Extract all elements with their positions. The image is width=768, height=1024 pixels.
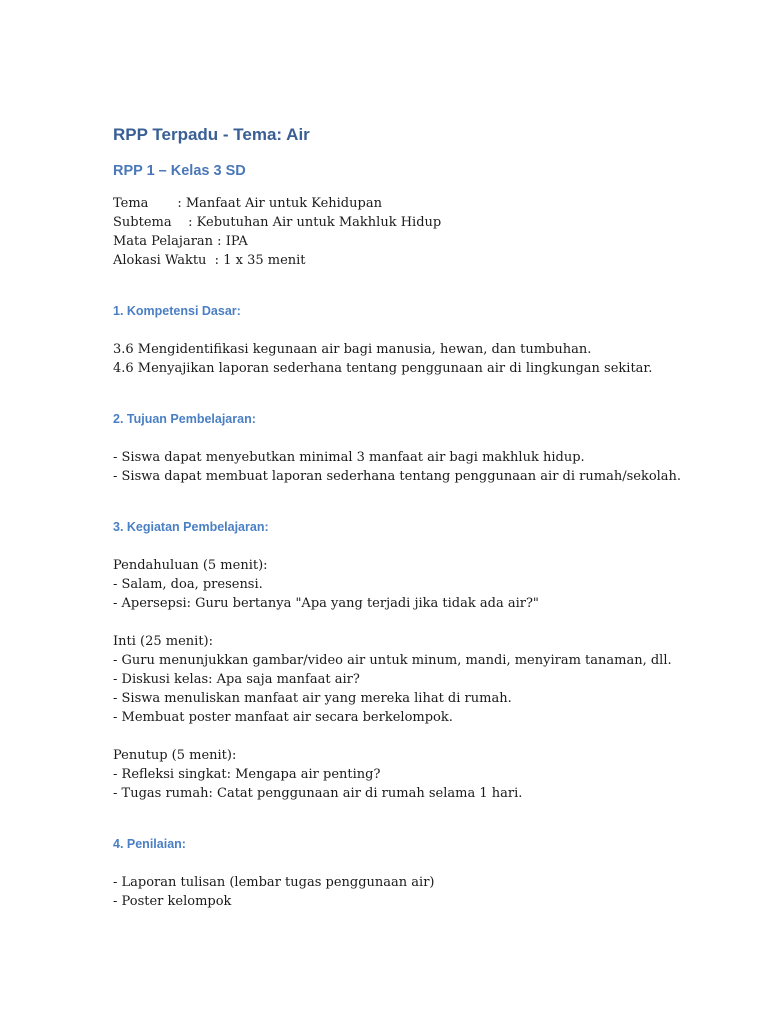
section-body-penilaian	[113, 873, 733, 911]
meta-subtema: Subtema : Kebutuhan Air untuk Makhluk Hidup	[113, 215, 442, 230]
section-body-tujuan	[113, 448, 733, 486]
section-heading-tujuan: 2. Tujuan Pembelajaran:	[113, 412, 256, 426]
list-item: - Poster kelompok	[113, 894, 232, 909]
section-body-kompetensi	[113, 340, 733, 378]
list-item: - Membuat poster manfaat air secara berkelompok.	[113, 710, 453, 725]
block-label-penutup: Penutup (5 menit):	[113, 748, 237, 763]
list-item: - Siswa dapat membuat laporan sederhana tentang penggunaan air di rumah/sekolah.	[113, 469, 682, 484]
meta-alokasi-waktu: Alokasi Waktu : 1 x 35 menit	[113, 253, 306, 268]
section-heading-penilaian: 4. Penilaian:	[113, 837, 186, 851]
meta-block	[113, 194, 733, 270]
document-subtitle: RPP 1 – Kelas 3 SD	[113, 163, 246, 179]
list-item: - Laporan tulisan (lembar tugas penggunaan air)	[113, 875, 435, 890]
list-item: - Apersepsi: Guru bertanya "Apa yang terjadi jika tidak ada air?"	[113, 596, 539, 611]
section-heading-kompetensi: 1. Kompetensi Dasar:	[113, 304, 241, 318]
document-page	[113, 124, 733, 911]
list-item: 3.6 Mengidentifikasi kegunaan air bagi manusia, hewan, dan tumbuhan.	[113, 342, 592, 357]
document-title: RPP Terpadu - Tema: Air	[113, 125, 310, 144]
block-label-inti: Inti (25 menit):	[113, 634, 213, 649]
list-item: - Salam, doa, presensi.	[113, 577, 263, 592]
list-item: - Tugas rumah: Catat penggunaan air di rumah selama 1 hari.	[113, 786, 523, 801]
list-item: - Siswa dapat menyebutkan minimal 3 manfaat air bagi makhluk hidup.	[113, 450, 585, 465]
list-item: - Diskusi kelas: Apa saja manfaat air?	[113, 672, 360, 687]
section-body-kegiatan	[113, 556, 733, 803]
section-heading-kegiatan: 3. Kegiatan Pembelajaran:	[113, 520, 269, 534]
list-item: - Guru menunjukkan gambar/video air untuk minum, mandi, menyiram tanaman, dll.	[113, 653, 672, 668]
list-item: - Refleksi singkat: Mengapa air penting?	[113, 767, 381, 782]
meta-tema: Tema : Manfaat Air untuk Kehidupan	[113, 196, 382, 211]
list-item: 4.6 Menyajikan laporan sederhana tentang penggunaan air di lingkungan sekitar.	[113, 361, 653, 376]
list-item: - Siswa menuliskan manfaat air yang mereka lihat di rumah.	[113, 691, 512, 706]
meta-mata-pelajaran: Mata Pelajaran : IPA	[113, 234, 248, 249]
block-label-pendahuluan: Pendahuluan (5 menit):	[113, 558, 268, 573]
